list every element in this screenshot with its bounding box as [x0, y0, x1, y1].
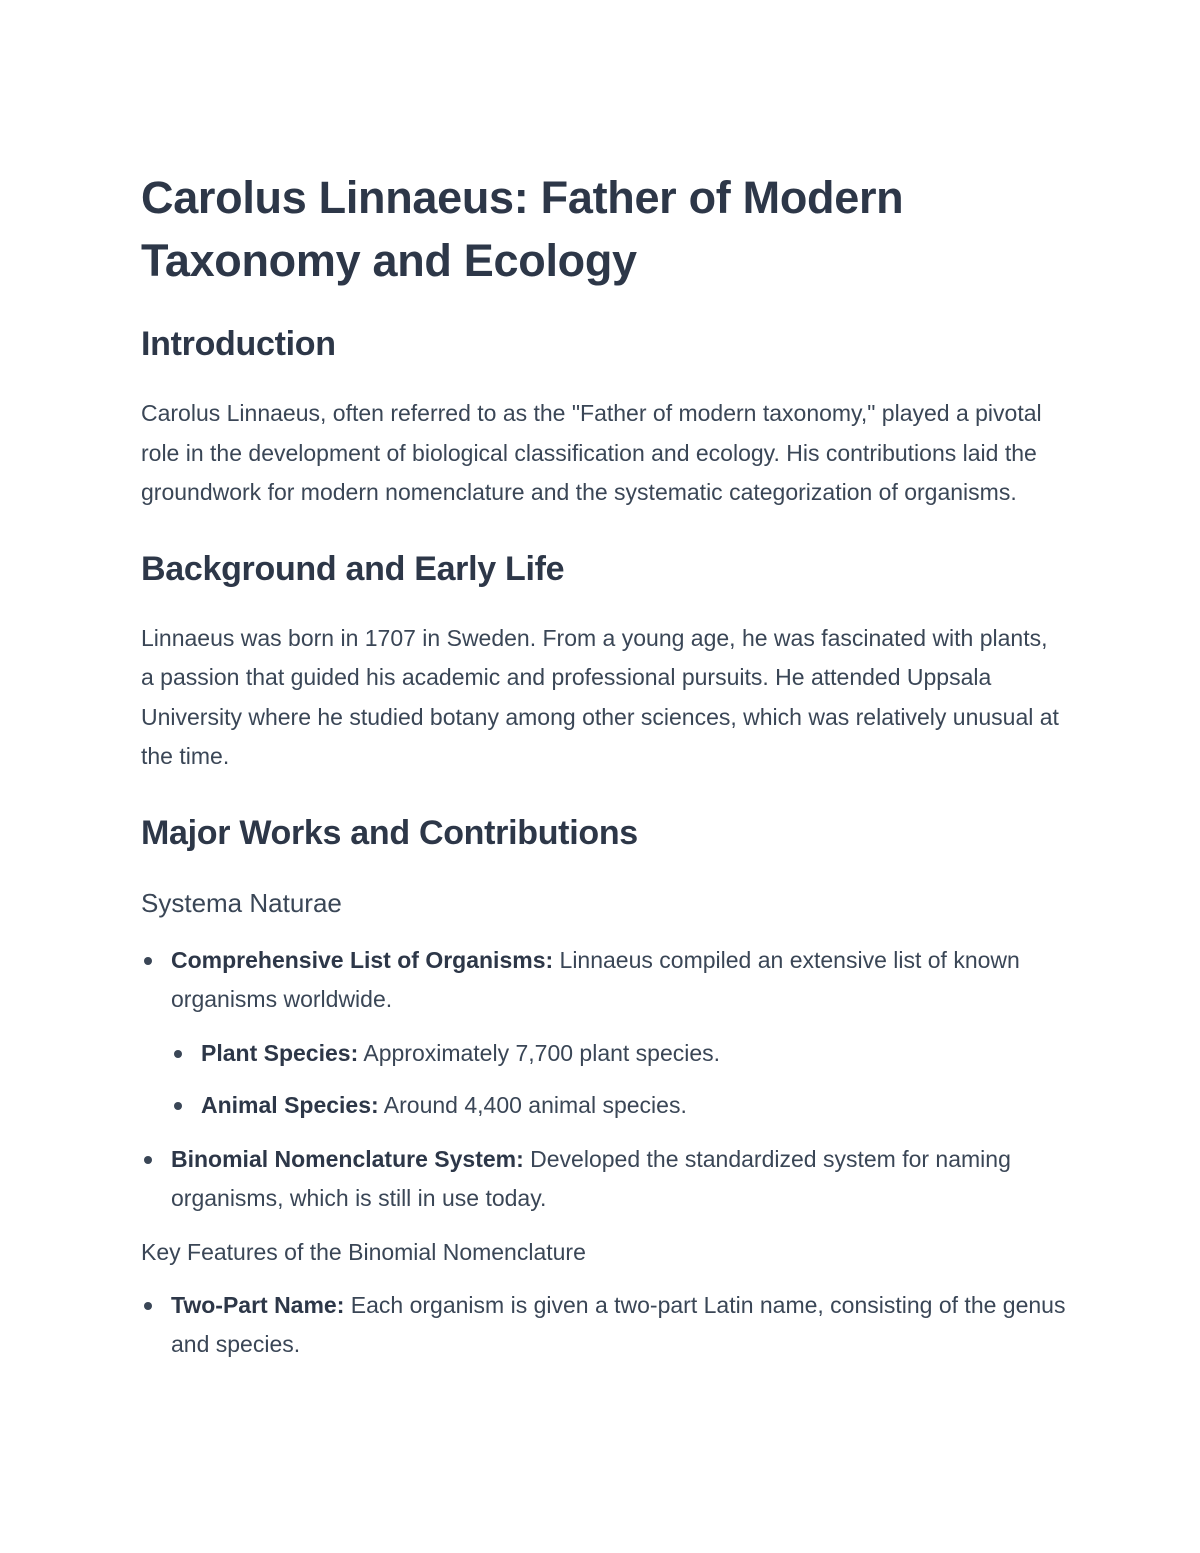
- bullet-icon: [144, 957, 152, 965]
- binomial-features-list: [141, 1286, 1066, 1365]
- list-item: [171, 1086, 1066, 1126]
- list-item: [171, 1034, 1066, 1074]
- list-item-text: Developed the standardized system for naming organisms, which is still in use today.: [171, 1145, 1011, 1211]
- major-works-heading: Major Works and Contributions: [141, 813, 638, 852]
- list-item-label: Animal Species:: [201, 1092, 379, 1118]
- major-works-list: [141, 941, 1066, 1219]
- list-item-label: Binomial Nomenclature System:: [171, 1145, 524, 1172]
- list-item-text: Around 4,400 animal species.: [378, 1092, 687, 1118]
- binomial-features-heading: Key Features of the Binomial Nomenclature: [141, 1238, 586, 1265]
- document-page: [141, 166, 1066, 1379]
- bullet-icon: [174, 1102, 182, 1110]
- list-item: [141, 941, 1066, 1126]
- list-item-text: Approximately 7,700 plant species.: [358, 1039, 721, 1066]
- list-item-label: Plant Species:: [201, 1039, 359, 1066]
- systema-naturae-subheading: Systema Naturae: [141, 887, 342, 918]
- background-paragraph: Linnaeus was born in 1707 in Sweden. From a young age, he was fascinated with plants, a passion that guided his academic and professional pursuits. He attended Uppsala University where he studied botany among other sciences, which was relatively unusual at the time.: [141, 624, 1059, 769]
- list-item: [141, 1140, 1066, 1219]
- list-item-label: Comprehensive List of Organisms:: [171, 946, 554, 973]
- bullet-icon: [144, 1302, 152, 1310]
- background-heading: Background and Early Life: [141, 549, 565, 588]
- introduction-heading: Introduction: [141, 325, 336, 363]
- list-item-text: Each organism is given a two-part Latin name, consisting of the genus and species.: [171, 1291, 1066, 1357]
- list-item-text: Linnaeus compiled an extensive list of known organisms worldwide.: [171, 946, 1020, 1012]
- list-item-label: Two-Part Name:: [171, 1291, 345, 1318]
- introduction-paragraph: Carolus Linnaeus, often referred to as the "Father of modern taxonomy," played a pivotal role in the development of biological classification and ecology. His contributions laid the groundwork for modern nomenclature and the systematic categorization of organisms.: [141, 400, 1042, 505]
- list-item: [141, 1286, 1066, 1365]
- document-title: Carolus Linnaeus: Father of Modern Taxonomy and Ecology: [141, 172, 904, 286]
- bullet-icon: [174, 1050, 182, 1058]
- bullet-icon: [144, 1156, 152, 1164]
- species-sublist: [171, 1034, 1066, 1126]
